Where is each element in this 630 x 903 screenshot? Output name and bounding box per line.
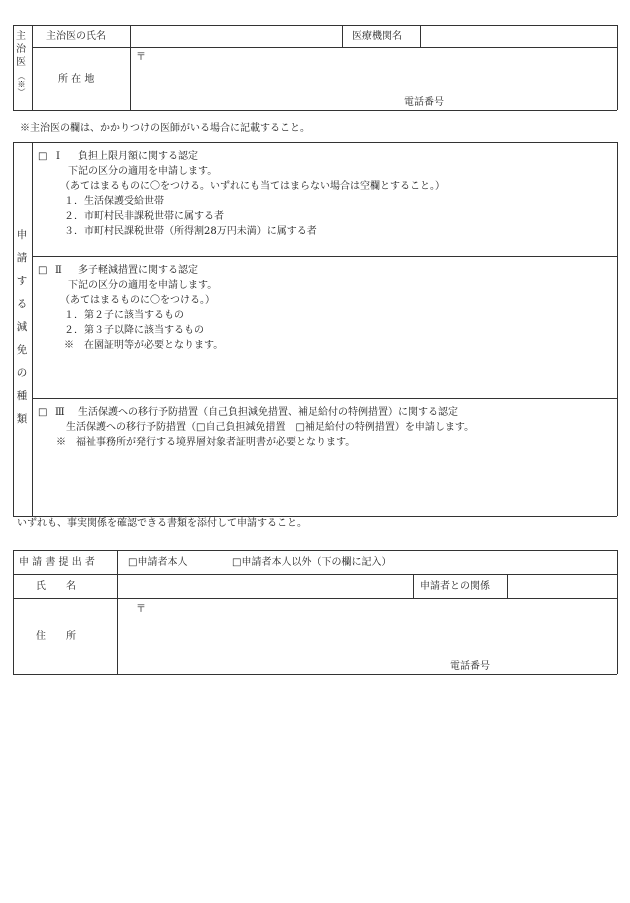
reduction-note: いずれも、事実関係を確認できる書類を添付して申請すること。 <box>17 518 307 529</box>
block-3-title: 生活保護への移行予防措置（自己負担減免措置、補足給付の特例措置）に関する認定 <box>78 407 458 418</box>
doctor-name-label: 主治医の氏名 <box>46 31 106 42</box>
reduction-side-char: 減 <box>16 321 28 333</box>
submitter-label: 申 請 書 提 出 者 <box>19 557 95 568</box>
submitter-relation-field[interactable] <box>508 575 616 597</box>
doctor-side-char: （※） <box>17 72 26 96</box>
submitter-phone-label: 電話番号 <box>450 661 490 672</box>
reduction-side-char: 請 <box>16 252 28 264</box>
reduction-side-char: 類 <box>16 413 28 425</box>
block-3-numeral: Ⅲ <box>55 407 65 418</box>
submitter-relation-label: 申請者との関係 <box>420 581 490 592</box>
doctor-postal-mark: 〒 <box>136 52 146 63</box>
block-1-line: 下記の区分の適用を申請します。 <box>68 166 218 177</box>
doctor-address-label: 所 在 地 <box>58 74 95 85</box>
block-3-note: ※ 福祉事務所が発行する境界層対象者証明書が必要となります。 <box>56 437 356 448</box>
reduction-side-char: る <box>16 298 28 310</box>
institution-field[interactable] <box>421 26 616 46</box>
reduction-side-char: 申 <box>16 229 28 241</box>
submitter-address-label: 住 所 <box>36 631 76 642</box>
submitter-option-self[interactable]: □申請者本人 <box>128 557 188 568</box>
doctor-address-field[interactable] <box>131 48 616 109</box>
block-2-checkbox[interactable]: □ <box>38 265 48 276</box>
doctor-side-char: 主 <box>16 31 26 42</box>
block-2-option: ２．第３子以降に該当するもの <box>64 325 204 336</box>
block-2-note: ※ 在園証明等が必要となります。 <box>64 340 224 351</box>
block-3-checkbox[interactable]: □ <box>38 407 48 418</box>
block-1-option: １．生活保護受給世帯 <box>64 196 164 207</box>
doctor-name-field[interactable] <box>131 26 341 46</box>
reduction-side-label <box>14 224 30 431</box>
block-2-line: 下記の区分の適用を申請します。 <box>68 280 218 291</box>
submitter-postal-mark: 〒 <box>136 604 146 615</box>
block-2-option: １．第２子に該当するもの <box>64 310 184 321</box>
block-1-option: ２．市町村民非課税世帯に属する者 <box>64 211 224 222</box>
submitter-name-field[interactable] <box>118 575 412 597</box>
reduction-side-char: 種 <box>16 390 28 402</box>
submitter-address-field[interactable] <box>118 599 616 673</box>
institution-label: 医療機関名 <box>352 31 402 42</box>
submitter-option-other[interactable]: □申請者本人以外（下の欄に記入） <box>232 557 392 568</box>
reduction-side-char: す <box>16 275 28 287</box>
block-3-line: 生活保護への移行予防措置（□自己負担減免措置 □補足給付の特例措置）を申請します。 <box>66 422 475 433</box>
doctor-phone-label: 電話番号 <box>404 97 444 108</box>
doctor-side-char: 医 <box>16 57 26 68</box>
block-2-title: 多子軽減措置に関する認定 <box>78 265 198 276</box>
block-1-line: （あてはまるものに〇をつける。いずれにも当てはまらない場合は空欄とすること。） <box>60 181 445 192</box>
doctor-note: ※主治医の欄は、かかりつけの医師がいる場合に記載すること。 <box>20 123 310 134</box>
reduction-side-char: 免 <box>16 344 28 356</box>
block-1-option: ３．市町村民課税世帯（所得割28万円未満）に属する者 <box>64 226 317 237</box>
doctor-side-label <box>15 30 27 97</box>
reduction-side-char: の <box>16 367 28 379</box>
block-1-numeral: Ⅰ <box>56 151 60 162</box>
block-1-title: 負担上限月額に関する認定 <box>78 151 198 162</box>
block-1-checkbox[interactable]: □ <box>38 151 48 162</box>
block-2-numeral: Ⅱ <box>55 265 62 276</box>
doctor-side-char: 治 <box>16 44 26 55</box>
submitter-name-label: 氏 名 <box>36 581 76 592</box>
block-2-line: （あてはまるものに〇をつける。） <box>60 295 215 306</box>
